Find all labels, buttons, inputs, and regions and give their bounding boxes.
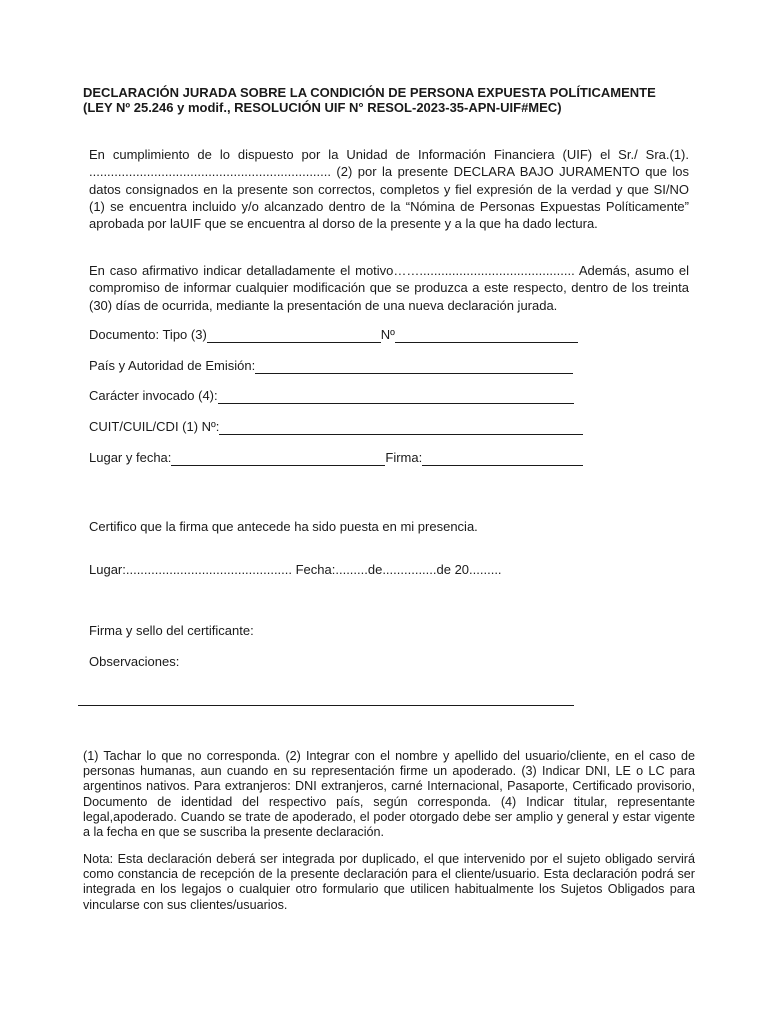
lugar-fecha-label: Lugar y fecha: bbox=[89, 450, 172, 465]
cuit-row bbox=[89, 419, 583, 435]
firma-field[interactable] bbox=[422, 452, 583, 466]
firma-sello-label: Firma y sello del certificante: bbox=[89, 623, 254, 638]
title-line-2: (LEY Nº 25.246 y modif., RESOLUCIÓN UIF N° RESOL-2023-35-APN-UIF#MEC) bbox=[83, 100, 562, 115]
nota-text: Nota: Esta declaración deberá ser integrada por duplicado, el que intervenido por el sujeto obligado servirá como constancia de recepción de la presente declaración para el cliente/usuario. Esta declaración podrá ser integrada en los legajos o cualquier otro formulario que utilicen habitualmente los Sujetos Obligados para vincularse con sus clientes/usuarios. bbox=[83, 852, 695, 912]
documento-numero-field[interactable] bbox=[395, 329, 578, 343]
title-line-1: DECLARACIÓN JURADA SOBRE LA CONDICIÓN DE PERSONA EXPUESTA POLÍTICAMENTE bbox=[83, 85, 656, 100]
numero-label: Nº bbox=[380, 327, 395, 342]
documento-row bbox=[89, 327, 578, 343]
pais-label: País y Autoridad de Emisión: bbox=[89, 358, 256, 373]
cuit-label: CUIT/CUIL/CDI (1) Nº: bbox=[89, 419, 220, 434]
caracter-field[interactable] bbox=[218, 390, 574, 404]
document-title bbox=[83, 85, 703, 115]
documento-tipo-field[interactable] bbox=[207, 329, 381, 343]
documento-label: Documento: Tipo (3) bbox=[89, 327, 207, 342]
cuit-field[interactable] bbox=[219, 421, 583, 435]
firma-label: Firma: bbox=[385, 450, 423, 465]
declaration-paragraph: En cumplimiento de lo dispuesto por la Unidad de Información Financiera (UIF) el Sr./ Sra.(1). ................................................................... (2) por la presente DECLARA BAJO JURAMENTO que los datos consignados en la presente son correctos, completos y fiel expresión de la verdad y que SI/NO (1) se encuentra incluido y/o alcanzado dentro de la “Nómina de Personas Expuestas Políticamente” aprobada por laUIF que se encuentra al dorso de la presente y a la que ha dado lectura. bbox=[89, 147, 689, 232]
pais-field[interactable] bbox=[255, 360, 573, 374]
observaciones-line[interactable] bbox=[78, 705, 574, 706]
lugar-fecha-row bbox=[89, 450, 583, 466]
lugar-fecha-field[interactable] bbox=[171, 452, 385, 466]
caracter-row bbox=[89, 388, 574, 404]
pais-row bbox=[89, 358, 573, 374]
observaciones-label: Observaciones: bbox=[89, 654, 180, 669]
footnotes-text: (1) Tachar lo que no corresponda. (2) Integrar con el nombre y apellido del usuario/cliente, en el caso de personas humanas, aun cuando en su representación firme un apoderado. (3) Indicar DNI, LE o LC para argentinos nativos. Para extranjeros: DNI extranjeros, carné Internacional, Pasaporte, Certificado provisorio, Documento de identidad del respectivo país, según corresponda. (4) Indicar titular, representante legal,apoderado. Cuando se trate de apoderado, el poder otorgado debe ser amplio y general y estar vigente a la fecha en que se suscriba la presente declaración. bbox=[83, 749, 695, 840]
certifico-text: Certifico que la firma que antecede ha sido puesta en mi presencia. bbox=[89, 519, 478, 534]
certificacion-lugar-fecha: Lugar:.............................................. Fecha:.........de...............de 20......... bbox=[89, 562, 502, 577]
caracter-label: Carácter invocado (4): bbox=[89, 388, 218, 403]
motive-paragraph: En caso afirmativo indicar detalladamente el motivo……........................................... Además, asumo el compromiso de informar cualquier modificación que se produzca a este respecto, dentro de los treinta (30) días de ocurrida, mediante la presentación de una nueva declaración jurada. bbox=[89, 263, 689, 313]
